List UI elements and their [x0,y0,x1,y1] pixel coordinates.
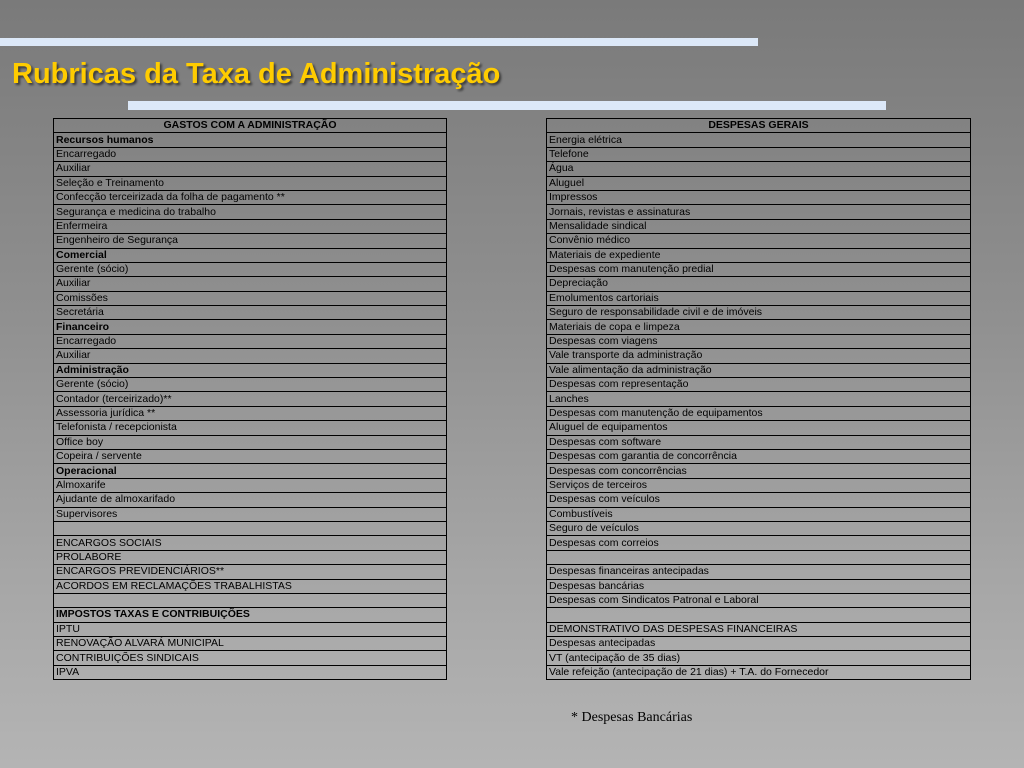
table-row [54,219,447,233]
table-cell: Despesas com garantia de concorrência [547,449,971,463]
table-cell: Despesas com concorrências [547,464,971,478]
table-cell: DEMONSTRATIVO DAS DESPESAS FINANCEIRAS [547,622,971,636]
table-cell: Auxiliar [54,277,447,291]
table-cell: Segurança e medicina do trabalho [54,205,447,219]
table-row [547,435,971,449]
table-row [54,521,447,535]
table-cell: Impressos [547,190,971,204]
table-row [547,464,971,478]
table-row [547,565,971,579]
table-row [547,608,971,622]
table-cell: Copeira / servente [54,449,447,463]
table-row [54,449,447,463]
table-cell: VT (antecipação de 35 dias) [547,651,971,665]
table-row [547,521,971,535]
top-accent-bar [0,38,758,46]
table-cell: Lanches [547,392,971,406]
table-row [547,593,971,607]
table-cell: Operacional [54,464,447,478]
table-cell: Supervisores [54,507,447,521]
admin-expenses-table [53,118,447,680]
table-row [54,176,447,190]
table-row [54,665,447,679]
table-row [547,392,971,406]
table-row [547,349,971,363]
table-cell [547,608,971,622]
table-row [547,493,971,507]
footnote: * Despesas Bancárias [571,710,693,725]
table-row [547,421,971,435]
table-cell: Despesas com viagens [547,334,971,348]
table-header-row [547,119,971,133]
table-cell: Office boy [54,435,447,449]
table-row [547,176,971,190]
table-row [54,608,447,622]
table-row [547,536,971,550]
table-row [547,651,971,665]
table-cell: Vale alimentação da administração [547,363,971,377]
table-cell: ENCARGOS SOCIAIS [54,536,447,550]
table-row [547,320,971,334]
table-row [54,378,447,392]
page-title: Rubricas da Taxa de Administração [12,58,501,90]
table-cell: Auxiliar [54,349,447,363]
admin-expenses-body [54,133,447,680]
table-cell: Água [547,162,971,176]
table-row [547,219,971,233]
table-row [547,133,971,147]
table-row [547,291,971,305]
table-cell: Energia elétrica [547,133,971,147]
table-row [54,291,447,305]
table-cell [547,550,971,564]
table-row [547,378,971,392]
table-row [54,550,447,564]
table-cell: Aluguel [547,176,971,190]
table-row [54,133,447,147]
table-cell: Vale transporte da administração [547,349,971,363]
table-cell: Comercial [54,248,447,262]
table-row [547,478,971,492]
table-row [54,421,447,435]
table-row [54,205,447,219]
table-cell: Despesas com representação [547,378,971,392]
table-cell: Jornais, revistas e assinaturas [547,205,971,219]
table-row [54,277,447,291]
table-row [547,334,971,348]
table-header-row [54,119,447,133]
table-row [547,449,971,463]
table-cell: Materiais de expediente [547,248,971,262]
table-cell: Seguro de responsabilidade civil e de imóveis [547,306,971,320]
table-cell: IPTU [54,622,447,636]
table-cell: ACORDOS EM RECLAMAÇÕES TRABALHISTAS [54,579,447,593]
table-cell: Assessoria jurídica ** [54,406,447,420]
table-cell: Seleção e Treinamento [54,176,447,190]
table-row [547,579,971,593]
general-expenses-body [547,133,971,680]
table-cell: Financeiro [54,320,447,334]
table-cell: Telefonista / recepcionista [54,421,447,435]
admin-expenses-header: GASTOS COM A ADMINISTRAÇÃO [54,119,447,133]
table-cell: Encarregado [54,334,447,348]
table-cell: Secretária [54,306,447,320]
table-row [54,593,447,607]
table-cell: Engenheiro de Segurança [54,234,447,248]
table-row [54,334,447,348]
table-cell: ENCARGOS PREVIDENCIÁRIOS** [54,565,447,579]
table-row [547,507,971,521]
table-row [547,550,971,564]
table-row [54,262,447,276]
table-row [54,536,447,550]
table-cell: IMPOSTOS TAXAS E CONTRIBUIÇÕES [54,608,447,622]
table-cell: Comissões [54,291,447,305]
table-row [547,665,971,679]
table-cell: Combustíveis [547,507,971,521]
table-cell: Seguro de veículos [547,521,971,535]
table-cell: Gerente (sócio) [54,262,447,276]
table-cell [54,593,447,607]
table-cell: Emolumentos cartoriais [547,291,971,305]
table-cell: Despesas com manutenção de equipamentos [547,406,971,420]
table-cell [54,521,447,535]
table-cell: RENOVAÇÃO ALVARÁ MUNICIPAL [54,637,447,651]
table-cell: Despesas com Sindicatos Patronal e Laboral [547,593,971,607]
title-underline-bar [128,101,886,110]
table-cell: Confecção terceirizada da folha de pagamento ** [54,190,447,204]
table-cell: Despesas com correios [547,536,971,550]
table-cell: Despesas bancárias [547,579,971,593]
table-cell: Convênio médico [547,234,971,248]
table-cell: Auxiliar [54,162,447,176]
table-cell: Despesas com software [547,435,971,449]
table-cell: IPVA [54,665,447,679]
table-row [54,565,447,579]
table-cell: Encarregado [54,147,447,161]
general-expenses-table [546,118,971,680]
table-row [54,162,447,176]
general-expenses-header: DESPESAS GERAIS [547,119,971,133]
table-cell: Despesas financeiras antecipadas [547,565,971,579]
table-row [547,363,971,377]
table-cell: Gerente (sócio) [54,378,447,392]
table-cell: Vale refeição (antecipação de 21 dias) + T.A. do Fornecedor [547,665,971,679]
table-row [54,493,447,507]
table-row [547,406,971,420]
table-cell: Despesas com veículos [547,493,971,507]
table-row [54,507,447,521]
table-row [547,306,971,320]
table-row [54,363,447,377]
table-cell: Contador (terceirizado)** [54,392,447,406]
table-cell: Administração [54,363,447,377]
table-row [547,262,971,276]
table-cell: Materiais de copa e limpeza [547,320,971,334]
table-cell: CONTRIBUIÇÕES SINDICAIS [54,651,447,665]
table-row [54,306,447,320]
table-row [54,234,447,248]
table-row [54,435,447,449]
table-row [547,147,971,161]
table-cell: Ajudante de almoxarifado [54,493,447,507]
table-cell: Despesas antecipadas [547,637,971,651]
table-row [547,637,971,651]
table-row [54,579,447,593]
table-cell: Almoxarife [54,478,447,492]
table-row [54,349,447,363]
table-row [547,622,971,636]
table-row [54,478,447,492]
table-row [547,190,971,204]
table-cell: Telefone [547,147,971,161]
table-cell: Recursos humanos [54,133,447,147]
table-cell: Enfermeira [54,219,447,233]
table-cell: Depreciação [547,277,971,291]
table-row [547,205,971,219]
table-cell: PROLABORE [54,550,447,564]
table-row [54,651,447,665]
table-row [547,234,971,248]
table-row [54,147,447,161]
table-row [54,248,447,262]
table-cell: Serviços de terceiros [547,478,971,492]
table-row [54,320,447,334]
table-row [547,248,971,262]
table-row [54,406,447,420]
table-row [54,392,447,406]
table-row [54,622,447,636]
table-row [54,190,447,204]
table-row [54,464,447,478]
table-row [547,162,971,176]
table-cell: Aluguel de equipamentos [547,421,971,435]
table-cell: Despesas com manutenção predial [547,262,971,276]
table-row [547,277,971,291]
table-cell: Mensalidade sindical [547,219,971,233]
table-row [54,637,447,651]
